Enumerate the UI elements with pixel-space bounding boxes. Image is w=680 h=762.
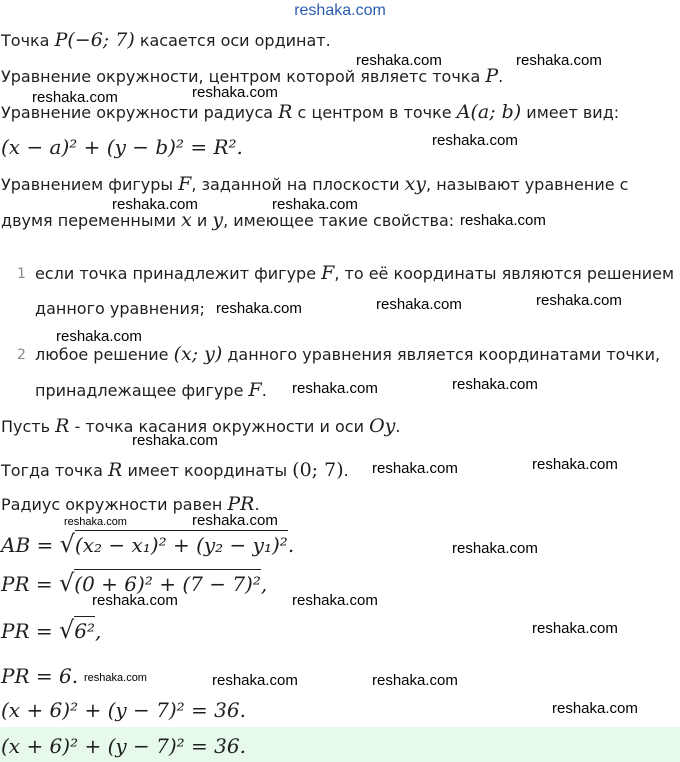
list-number-2: 2: [17, 347, 26, 363]
watermark: reshaka.com: [84, 672, 147, 684]
watermark: reshaka.com: [212, 672, 298, 689]
watermark: reshaka.com: [64, 516, 127, 528]
list-item-1-line-1: [35, 263, 674, 284]
answer-equation: (x + 6)² + (y − 7)² = 36.: [1, 734, 246, 758]
watermark: reshaka.com: [292, 592, 378, 609]
math-r: R: [55, 415, 70, 437]
text: имеет координаты: [122, 461, 293, 480]
text: Уравнение окружности, центром которой являетс точка: [1, 67, 486, 86]
watermark: reshaka.com: [56, 328, 142, 345]
text: Пусть: [1, 417, 56, 436]
radicand: 6²: [74, 616, 95, 643]
watermark: reshaka.com: [292, 380, 378, 397]
watermark: reshaka.com: [372, 672, 458, 689]
list-number-1: 1: [17, 266, 26, 282]
lhs: PR =: [1, 572, 59, 596]
radicand: (0 + 6)² + (7 − 7)²: [74, 569, 261, 596]
watermark: reshaka.com: [216, 300, 302, 317]
watermark: reshaka.com: [32, 89, 118, 106]
watermark: reshaka.com: [460, 212, 546, 229]
text: Радиус окружности равен: [1, 495, 228, 514]
math-oy: Oy: [369, 415, 396, 437]
math-y: y: [212, 209, 224, 231]
watermark: reshaka.com: [192, 84, 278, 101]
watermark: reshaka.com: [372, 460, 458, 477]
math-coordinates: (0; 7): [292, 459, 344, 481]
math-point-p: P(−6; 7): [54, 29, 135, 51]
distance-formula: [1, 530, 295, 558]
text: данного уравнения является координатами точки,: [222, 345, 661, 364]
text: касается оси ординат.: [134, 31, 331, 50]
text: Уравнением фигуры: [1, 175, 179, 194]
text-line-1: [1, 30, 331, 51]
watermark: reshaka.com: [532, 620, 618, 637]
sqrt-sign-icon: √: [59, 530, 75, 558]
text: с центром в точке: [292, 103, 457, 122]
text: - точка касания окружности и оси: [69, 417, 370, 436]
list-item-1-line-2: данного уравнения;: [35, 299, 205, 318]
circle-equation-result: (x + 6)² + (y − 7)² = 36.: [1, 698, 246, 722]
math-point-a: A(a; b): [456, 101, 522, 123]
watermark: reshaka.com: [516, 52, 602, 69]
math-solution-pair: (x; y): [173, 343, 223, 365]
text: .: [343, 461, 349, 480]
math-f: F: [248, 379, 262, 401]
text: ,: [95, 619, 102, 643]
watermark: reshaka.com: [376, 296, 462, 313]
text: , то её координаты являются решением: [334, 264, 675, 283]
watermark: reshaka.com: [192, 512, 278, 529]
text: Уравнение окружности радиуса: [1, 103, 279, 122]
math-f: F: [178, 173, 192, 195]
text: и: [191, 211, 213, 230]
radicand: (x₂ − x₁)² + (y₂ − y₁)²: [75, 530, 288, 557]
lhs: AB =: [1, 533, 60, 557]
text: .: [498, 67, 504, 86]
text: имеет вид:: [521, 103, 620, 122]
watermark: reshaka.com: [532, 456, 618, 473]
text-line-8: [1, 460, 349, 481]
text: , имеющее такие свойства:: [223, 211, 455, 230]
watermark: reshaka.com: [132, 432, 218, 449]
sqrt-sign-icon: √: [59, 569, 75, 597]
text: .: [261, 381, 267, 400]
radius-computation-1: [1, 569, 268, 597]
watermark: reshaka.com: [452, 540, 538, 557]
watermark: reshaka.com: [272, 196, 358, 213]
watermark: reshaka.com: [432, 132, 518, 149]
radius-value: PR = 6.: [1, 664, 79, 688]
math-pr: PR: [227, 493, 255, 515]
text-line-6: [1, 210, 454, 231]
text: , заданной на плоскости: [191, 175, 405, 194]
watermark: reshaka.com: [552, 700, 638, 717]
circle-equation-general: (x − a)² + (y − b)² = R².: [1, 135, 243, 159]
watermark: reshaka.com: [536, 292, 622, 309]
lhs: PR =: [1, 619, 59, 643]
text: Тогда точка: [1, 461, 109, 480]
text: любое решение: [35, 345, 174, 364]
text: принадлежащее фигуре: [35, 381, 249, 400]
text: .: [395, 417, 401, 436]
watermark: reshaka.com: [92, 592, 178, 609]
text: .: [287, 533, 295, 557]
watermark: reshaka.com: [356, 52, 442, 69]
watermark: reshaka.com: [452, 376, 538, 393]
text: , называют уравнение с: [426, 175, 629, 194]
sqrt-sign-icon: √: [59, 616, 75, 644]
site-header-link[interactable]: reshaka.com: [294, 2, 386, 19]
text: Точка: [1, 31, 55, 50]
math-x: x: [181, 209, 192, 231]
text: ,: [260, 572, 268, 596]
math-r: R: [278, 101, 293, 123]
text: двумя переменными: [1, 211, 182, 230]
radius-computation-2: [1, 616, 102, 644]
math-p: P: [485, 65, 499, 87]
math-xy: xy: [404, 173, 427, 195]
text: .: [254, 495, 260, 514]
math-f: F: [321, 262, 335, 284]
watermark: reshaka.com: [112, 196, 198, 213]
text: если точка принадлежит фигуре: [35, 264, 322, 283]
list-item-2-line-2: [35, 380, 267, 401]
math-r: R: [108, 459, 123, 481]
list-item-2-line-1: [35, 344, 660, 365]
text-line-5: [1, 174, 628, 195]
